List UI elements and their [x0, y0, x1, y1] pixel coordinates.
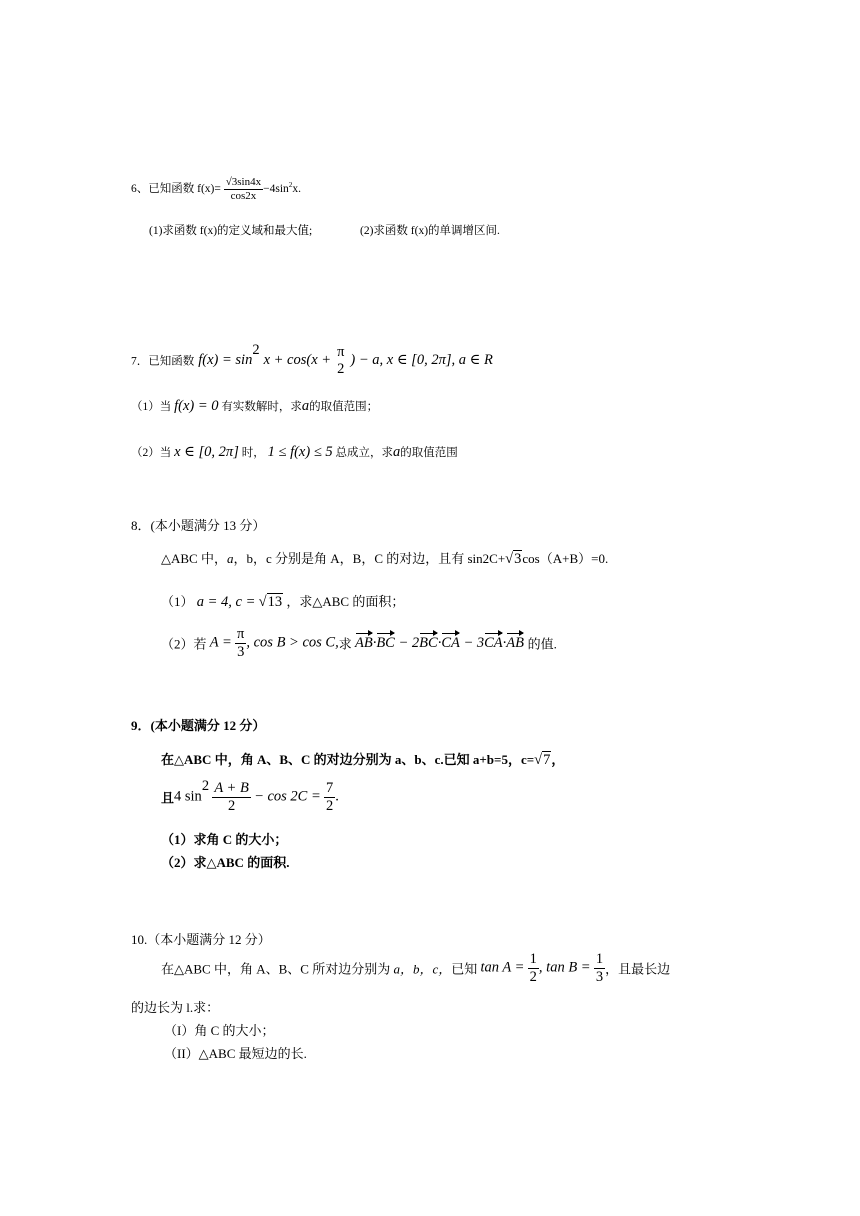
p8-title: 8．(本小题满分 13 分）	[131, 518, 266, 533]
p6-stem: 6、已知函数 f(x)= $\frac{√3\sin 4x}{\cos 2x}$ $-4\sin^2x$.	[131, 176, 301, 202]
p8-vector-expression: AB·BC − 2BC·CA − 3CA·AB	[354, 634, 525, 651]
p6-question-1: (1)求函数 f(x)的定义域和最大值;	[149, 225, 313, 237]
p8-question-1: （1） a = 4, c = √13 ，求△ABC 的面积；	[161, 594, 405, 610]
p10-fraction-a: $\frac{1}{2}$	[529, 951, 537, 985]
p10-question-1: （I）角 C 的大小；	[164, 1023, 275, 1038]
p10-fraction-b: $\frac{1}{3}$	[595, 951, 604, 985]
p9-stem: 在△ABC 中，角 A、B、C 的对边分别为 a、b、c.已知 a+b=5，c=√7，	[161, 752, 565, 768]
p7-stem: 7．已知函数 $f(x) = \sin^2 x + \cos(x$ + π 2 ) − a, x ∈ [0, 2π], a ∈ R	[131, 342, 493, 377]
p7-fraction: π 2	[337, 344, 345, 377]
p10-stem: 在△ABC 中，角 A、B、C 所对边分别为 a，b，c，已知 tan A = $\frac{1}{2}$ , tan B = $\frac{1}{3}$ ，且最长边	[161, 951, 671, 985]
p9-question-2: （2）求△ABC 的面积.	[161, 855, 290, 870]
p8-question-2: （2）若 A = $\frac{\pi}{3}$ , cos B > cos C,求 AB·BC − 2BC·CA − 3CA·AB 的值.	[161, 626, 557, 660]
p9-question-1: （1）求角 C 的大小；	[161, 832, 288, 847]
p6-fraction: $\frac{√3\sin 4x}{\cos 2x}$	[225, 176, 262, 202]
p8-fraction: $\frac{\pi}{3}$	[237, 626, 245, 660]
p9-fraction-result: $\frac{7}{2}$	[326, 780, 334, 814]
p10-question-2: （II）△ABC 最短边的长.	[164, 1046, 307, 1061]
p6-question-2: (2)求函数 f(x)的单调增区间.	[360, 225, 500, 237]
p9-fraction-ab: $\frac{A + B}{2}$	[214, 780, 249, 814]
p7-question-1: （1）当 f(x) = 0 有实数解时，求a的取值范围；	[131, 398, 379, 414]
p8-stem: △ABC 中，a，b，c 分别是角 A，B，C 的对边，且有 sin2C+√3cos（A+B）=0.	[161, 551, 609, 567]
p9-condition: 且4 $\sin^2$ $\frac{A + B}{2}$ − cos 2C = $\frac{7}{2}$ .	[161, 778, 339, 814]
p7-question-2: （2）当 x ∈ [0, 2π] 时， 1 ≤ f(x) ≤ 5 总成立，求a的取值范围	[131, 444, 458, 460]
p10-stem-cont: 的边长为 l.求：	[131, 1000, 220, 1015]
p10-title: 10.（本小题满分 12 分）	[131, 932, 271, 947]
p9-title: 9．(本小题满分 12 分）	[131, 718, 266, 733]
